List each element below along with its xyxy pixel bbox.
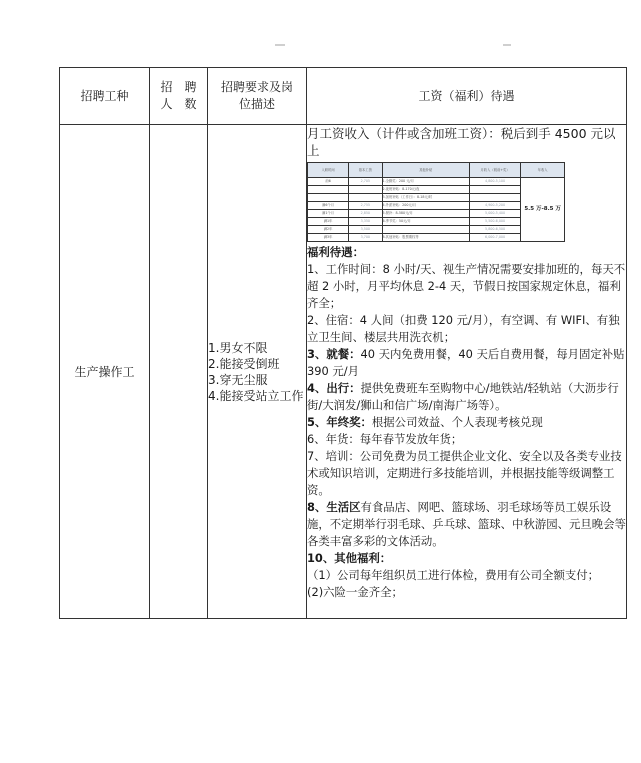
job-title-cell: 生产操作工: [60, 125, 150, 619]
salary-table-row: [308, 178, 565, 186]
benefit-text: 6、年货：每年春节发放年货；: [307, 432, 463, 446]
annual-income-cell: 5.5 万-8.5 万: [521, 178, 565, 242]
salary-other: 2.夜班补贴：8-170元/夜: [382, 186, 469, 194]
table-row: [60, 125, 627, 619]
requirement-item: 3.穿无尘服: [208, 372, 268, 387]
salary-time: [308, 186, 349, 194]
headcount-cell: [150, 125, 208, 619]
benefit-item: [307, 380, 626, 414]
salary-table-header-cell: 入职时间: [308, 163, 349, 178]
salary-time: 满1个月: [308, 210, 349, 218]
benefit-item: [307, 346, 626, 380]
benefit-item: [307, 312, 626, 346]
benefit-item: [307, 414, 626, 431]
benefit-label: 10、其他福利：: [307, 551, 392, 565]
benefit-item: [307, 499, 626, 550]
header-job-type: 招聘工种: [60, 68, 150, 125]
benefit-item: [307, 261, 626, 312]
benefit-label: 5、年终奖：: [307, 415, 372, 429]
salary-base: [349, 186, 382, 194]
salary-table-header: [308, 163, 565, 178]
salary-monthly: 4,800-5,100: [469, 178, 520, 186]
salary-structure-table: [307, 162, 565, 242]
salary-other: 1.全勤奖：200 元/月: [382, 178, 469, 186]
header-requirements-line2: 位描述: [238, 97, 275, 111]
requirements-cell: [208, 125, 307, 619]
scan-mark-right: [503, 44, 511, 46]
benefit-text: 根据公司效益、个人表现考核兑现: [371, 415, 543, 429]
requirement-item: 1.男女不限: [208, 340, 268, 355]
salary-other: 4.外派补贴：200元/月: [382, 202, 469, 210]
benefits-cell: [307, 125, 627, 619]
header-requirements-line1: 招聘要求及岗: [220, 80, 293, 94]
salary-monthly: [469, 194, 520, 202]
salary-base: 3,700: [349, 234, 382, 242]
benefit-text: 2、住宿：4 人间（扣费 120 元/月），有空调、有 WIFI、有独立卫生间、楼层共用洗衣机；: [307, 313, 620, 344]
salary-base: 2,705: [349, 178, 382, 186]
salary-table-header-cell: 基本工资: [349, 163, 382, 178]
salary-monthly: 4,900-5,200: [469, 202, 520, 210]
header-salary-benefits: 工资（福利）待遇: [307, 68, 627, 125]
requirement-item: 2.能接受倒班: [208, 356, 280, 371]
benefit-text: 40 天内免费用餐，40 天后自费用餐，每月固定补贴 390 元/月: [307, 347, 625, 378]
benefit-label: 3、就餐：: [307, 347, 361, 361]
header-headcount-line2: 人 数: [160, 97, 197, 111]
salary-base: 2,755: [349, 202, 382, 210]
benefit-text: 7、培训：公司免费为员工提供企业文化、安全以及各类专业技术或知识培训，定期进行多技能培训，并根据技能等级调整工资。: [307, 449, 622, 497]
salary-table-header-cell: 月收入（税前+奖）: [469, 163, 520, 178]
other-benefit-item: (2)六险一金齐全；: [307, 585, 403, 599]
salary-time: [308, 194, 349, 202]
benefits-title: 福利待遇：: [307, 245, 364, 259]
benefit-text: 有食品店、网吧、篮球场、羽毛球场等员工娱乐设施，不定期举行羽毛球、乒乓球、篮球、中秋游园、元旦晚会等各类丰富多彩的文体活动。: [307, 500, 626, 548]
salary-base: 3,350: [349, 218, 382, 226]
header-headcount: [150, 68, 208, 125]
salary-time: 满6个月: [308, 202, 349, 210]
salary-line: 月工资收入（计件或含加班工资）：税后到手 4500 元以上: [307, 126, 616, 158]
salary-other: 8.其他补贴：股票期权等: [382, 234, 469, 242]
other-benefit-item: （1）公司每年组织员工进行体检，费用有公司全额支付；: [307, 568, 600, 582]
header-requirements: [208, 68, 307, 125]
benefit-item: [307, 550, 626, 567]
salary-table-header-cell: 其他补贴: [382, 163, 469, 178]
salary-other: [382, 226, 469, 234]
salary-time: 前6: [308, 178, 349, 186]
salary-base: [349, 194, 382, 202]
benefit-label: 4、出行：: [307, 381, 361, 395]
benefit-text: 1、工作时间：8 小时/天、视生产情况需要安排加班的，每天不超 2 小时，月平均休息 2-4 天，节假日按国家规定休息，福利齐全；: [307, 262, 626, 310]
benefit-item: [307, 448, 626, 499]
salary-base: 2,850: [349, 210, 382, 218]
salary-time: 满3年: [308, 234, 349, 242]
salary-other: 5.餐补：8-580元/月: [382, 210, 469, 218]
header-headcount-line1: 招 聘: [160, 80, 197, 94]
salary-monthly: [469, 186, 520, 194]
salary-monthly: 5,800-6,500: [469, 226, 520, 234]
salary-base: 3,500: [349, 226, 382, 234]
scan-mark-left: [275, 44, 285, 46]
requirement-item: 4.能接受站立工作: [208, 388, 304, 403]
salary-other: 6.季节奖：50元/月: [382, 218, 469, 226]
recruitment-table: [59, 67, 627, 619]
table-header-row: [60, 68, 627, 125]
salary-table-header-cell: 年收入: [521, 163, 565, 178]
salary-monthly: 6,000-7,000: [469, 234, 520, 242]
salary-monthly: 5,500-6,000: [469, 218, 520, 226]
salary-monthly: 5,000-5,400: [469, 210, 520, 218]
salary-other: 3.加班补贴（工作日）：8-18元/时: [382, 194, 469, 202]
benefit-text: 提供免费班车至购物中心/地铁站/轻轨站（大沥步行街/大润发/狮山和信广场/南海广场等）。: [307, 381, 619, 412]
benefit-item: [307, 431, 626, 448]
benefit-label: 8、生活区: [307, 500, 361, 514]
salary-time: 满2年: [308, 226, 349, 234]
salary-time: 满1年: [308, 218, 349, 226]
